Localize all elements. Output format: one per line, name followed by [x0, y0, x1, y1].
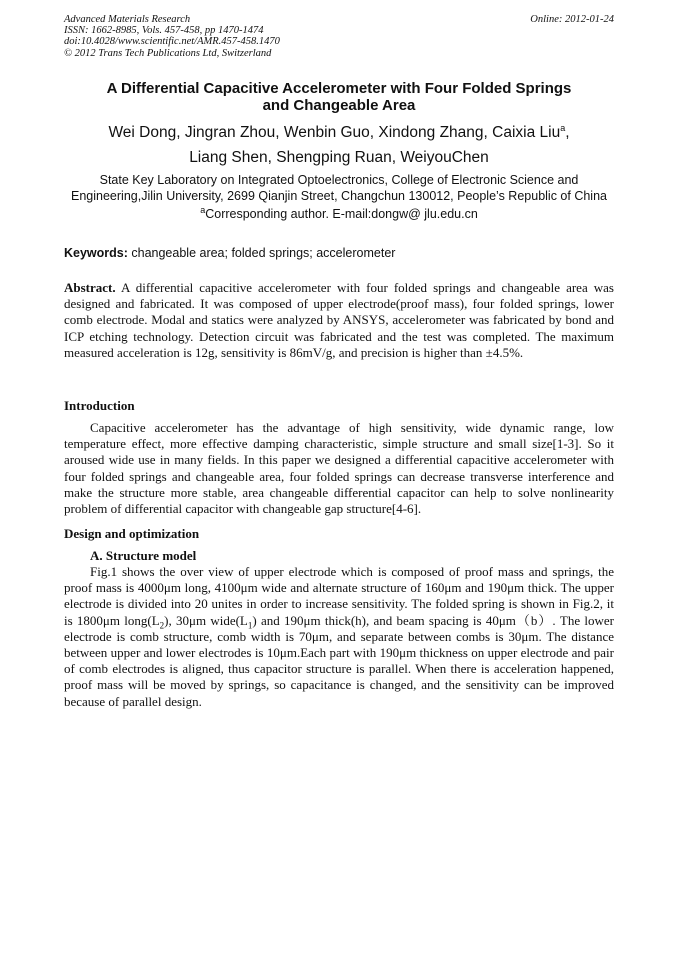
corresponding-marker: a — [200, 204, 206, 215]
doi-line: doi:10.4028/www.scientific.net/AMR.457-458.1470 — [64, 36, 280, 48]
authors-line-1: Wei Dong, Jingran Zhou, Wenbin Guo, Xindong Zhang, Caixia Liu$^a$, — [108, 122, 570, 141]
affiliation-line-2: Engineering,Jilin University, 2699 Qianjin Street, Changchun 130012, People’s Republic of China — [71, 189, 607, 203]
title-line-2: and Changeable Area — [262, 97, 416, 114]
authors-line-2: Liang Shen, Shengping Ruan, WeiyouChen — [189, 149, 489, 166]
paper-title — [64, 80, 614, 114]
corresponding-author — [64, 206, 614, 222]
abstract — [64, 280, 614, 361]
issn-line: ISSN: 1662-8985, Vols. 457-458, pp 1470-1474 — [64, 25, 264, 37]
structure-model-paragraph: Fig.1 shows the over view of upper electrode which is composed of proof mass and springs, the proof mass is 4000μm long, 4100μm wide and alternate structure of 160μm and 190μm thick. The upper electrode is divided into 20 unites in order to increase sensitivity. The folded spring is shown in Fig.2, it is 1800μm $long(L_2)$, 30μm $wide(L_1)$ and 190μm thick(h), and beam spacing is 40μm（b）. The lower electrode is comb structure, comb width is 70μm, and separate between combs is 30μm. The distance between upper and lower electrodes is 10μm.Each part with 190μm thickness on upper electrode and pair of comb electrodes is aligned, thus capacitor structure is parallel. When there is acceleration happened, proof mass will be moved by springs, so capacitance is changed, and the sensitivity can be improved because of parallel design. — [64, 564, 615, 709]
running-header — [64, 14, 614, 59]
introduction-paragraph: Capacitive accelerometer has the advantage of high sensitivity, wide dynamic range, low temperature effect, more effective damping characteristic, simple structure and small size[1-3]. So it aroused wide use in many fields. In this paper we designed a differential capacitive accelerometer with four folded springs and changeable area, four folded springs can decrease transverse interference and make the structure more stable, area changeable differential capacitor can help to solve nonlinearity problem of differential capacitor with changeable gap structure[4-6]. — [64, 420, 614, 517]
copyright-line: © 2012 Trans Tech Publications Ltd, Switzerland — [64, 47, 272, 59]
structure-model-subheading: A. Structure model — [90, 548, 197, 563]
keywords-text: changeable area; folded springs; accelerometer — [127, 246, 396, 260]
title-line-1: A Differential Capacitive Accelerometer with Four Folded Springs — [106, 80, 572, 97]
affiliation — [64, 172, 614, 204]
abstract-label: Abstract. — [64, 280, 116, 295]
abstract-text: A differential capacitive accelerometer with four folded springs and changeable area was designed and fabricated. It was composed of upper electrode(proof mass), four folded springs, lower comb electrode. Modal and statics were analyzed by ANSYS, accelerometer was fabricated by bond and ICP etching technology. Detection circuit was fabricated and the test was completed. The maximum measured acceleration is 12g, sensitivity is 86mV/g, and precision is higher than ±4.5%. — [64, 280, 614, 360]
affiliation-line-1: State Key Laboratory on Integrated Optoelectronics, College of Electronic Science and — [99, 173, 579, 187]
online-date: Online: 2012-01-24 — [530, 14, 614, 25]
corresponding-text: Corresponding author. E-mail:dongw@ jlu.edu.cn — [205, 207, 478, 221]
author-affil-marker: a — [560, 122, 566, 133]
keywords-label: Keywords: — [64, 246, 128, 260]
journal-name: Advanced Materials Research — [64, 14, 191, 25]
design-heading: Design and optimization — [64, 526, 200, 541]
introduction-heading: Introduction — [64, 398, 135, 413]
keywords — [64, 245, 614, 261]
author-list — [64, 120, 614, 170]
